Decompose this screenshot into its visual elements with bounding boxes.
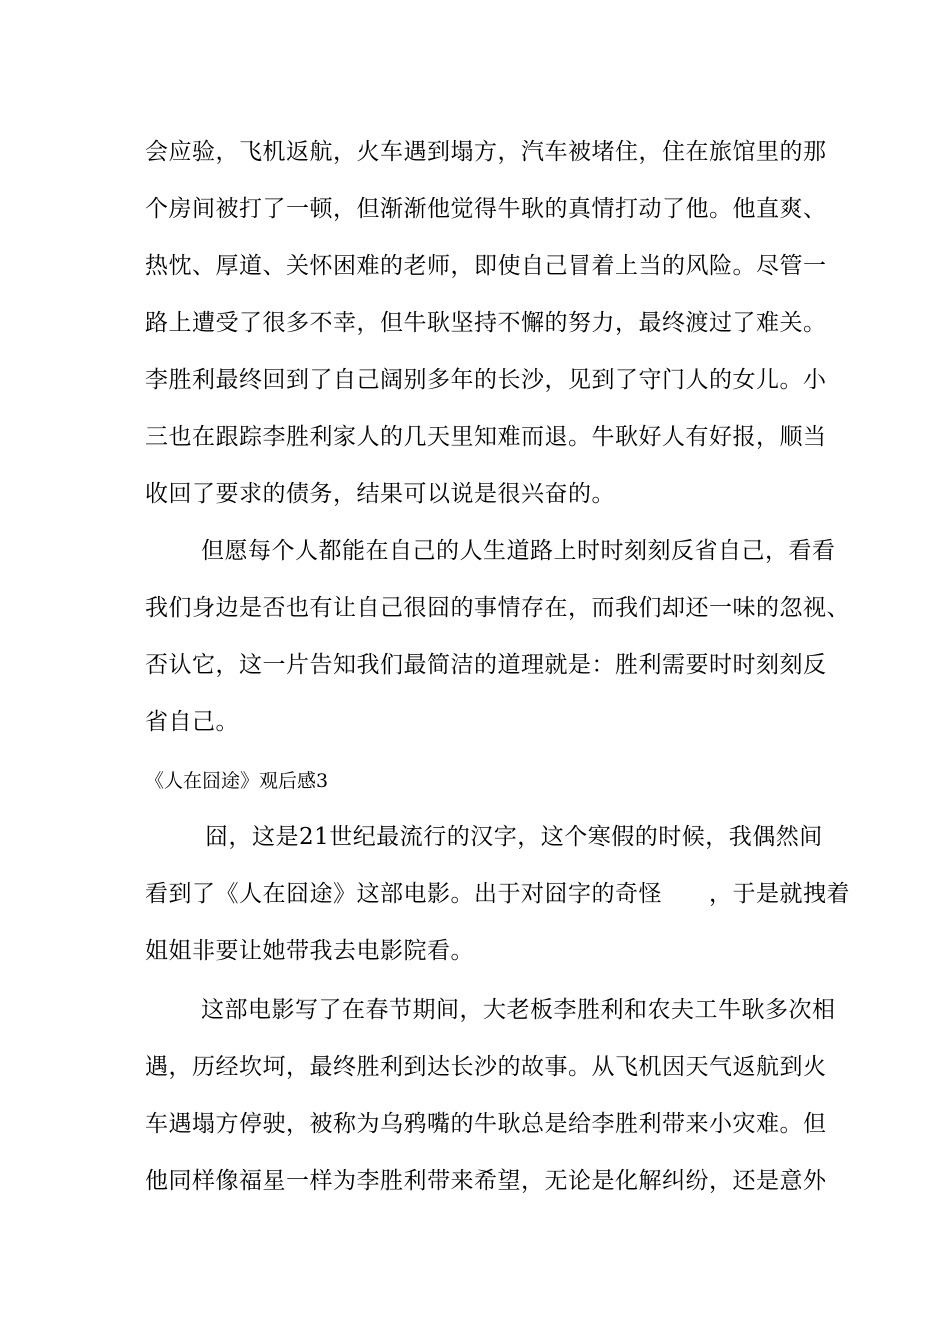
paragraph-4-line-3: 车遇塌方停驶，被称为乌鸦嘴的牛耿总是给李胜利带来小灾难。但 xyxy=(145,1111,827,1137)
paragraph-3-line-1: 囧，这是21世纪最流行的汉字，这个寒假的时候，我偶然间 xyxy=(205,824,823,850)
section-heading: 《人在囧途》观后感3 xyxy=(145,770,329,792)
paragraph-3-line-2: 看到了《人在囧途》这部电影。出于对囧字的奇怪 ，于是就拽着 xyxy=(145,881,850,907)
paragraph-1-line-2: 个房间被打了一顿，但渐渐他觉得牛耿的真情打动了他。他直爽、 xyxy=(145,196,827,222)
paragraph-1-line-1: 会应验，飞机返航，火车遇到塌方，汽车被堵住，住在旅馆里的那 xyxy=(145,139,827,165)
paragraph-3-line-3: 姐姐非要让她带我去电影院看。 xyxy=(145,938,474,964)
paragraph-4-line-2: 遇，历经坎坷，最终胜利到达长沙的故事。从飞机因天气返航到火 xyxy=(145,1054,827,1080)
paragraph-2-line-4: 省自己。 xyxy=(145,709,239,735)
paragraph-2-line-3: 否认它，这一片告知我们最简洁的道理就是：胜利需要时时刻刻反 xyxy=(145,652,827,678)
paragraph-1-line-7: 收回了要求的债务，结果可以说是很兴奋的。 xyxy=(145,481,615,507)
paragraph-1-line-6: 三也在跟踪李胜利家人的几天里知难而退。牛耿好人有好报，顺当 xyxy=(145,424,827,450)
paragraph-2-line-1: 但愿每个人都能在自己的人生道路上时时刻刻反省自己，看看 xyxy=(201,538,836,564)
paragraph-4-line-1: 这部电影写了在春节期间，大老板李胜利和农夫工牛耿多次相 xyxy=(201,997,836,1023)
paragraph-4-line-4: 他同样像福星一样为李胜利带来希望，无论是化解纠纷，还是意外 xyxy=(145,1168,827,1194)
paragraph-1-line-5: 李胜利最终回到了自己阔别多年的长沙，见到了守门人的女儿。小 xyxy=(145,367,827,393)
paragraph-2-line-2: 我们身边是否也有让自己很囧的事情存在，而我们却还一味的忽视、 xyxy=(145,595,850,621)
paragraph-1-line-4: 路上遭受了很多不幸，但牛耿坚持不懈的努力，最终渡过了难关。 xyxy=(145,310,827,336)
paragraph-1-line-3: 热忱、厚道、关怀困难的老师，即使自己冒着上当的风险。尽管一 xyxy=(145,253,827,279)
